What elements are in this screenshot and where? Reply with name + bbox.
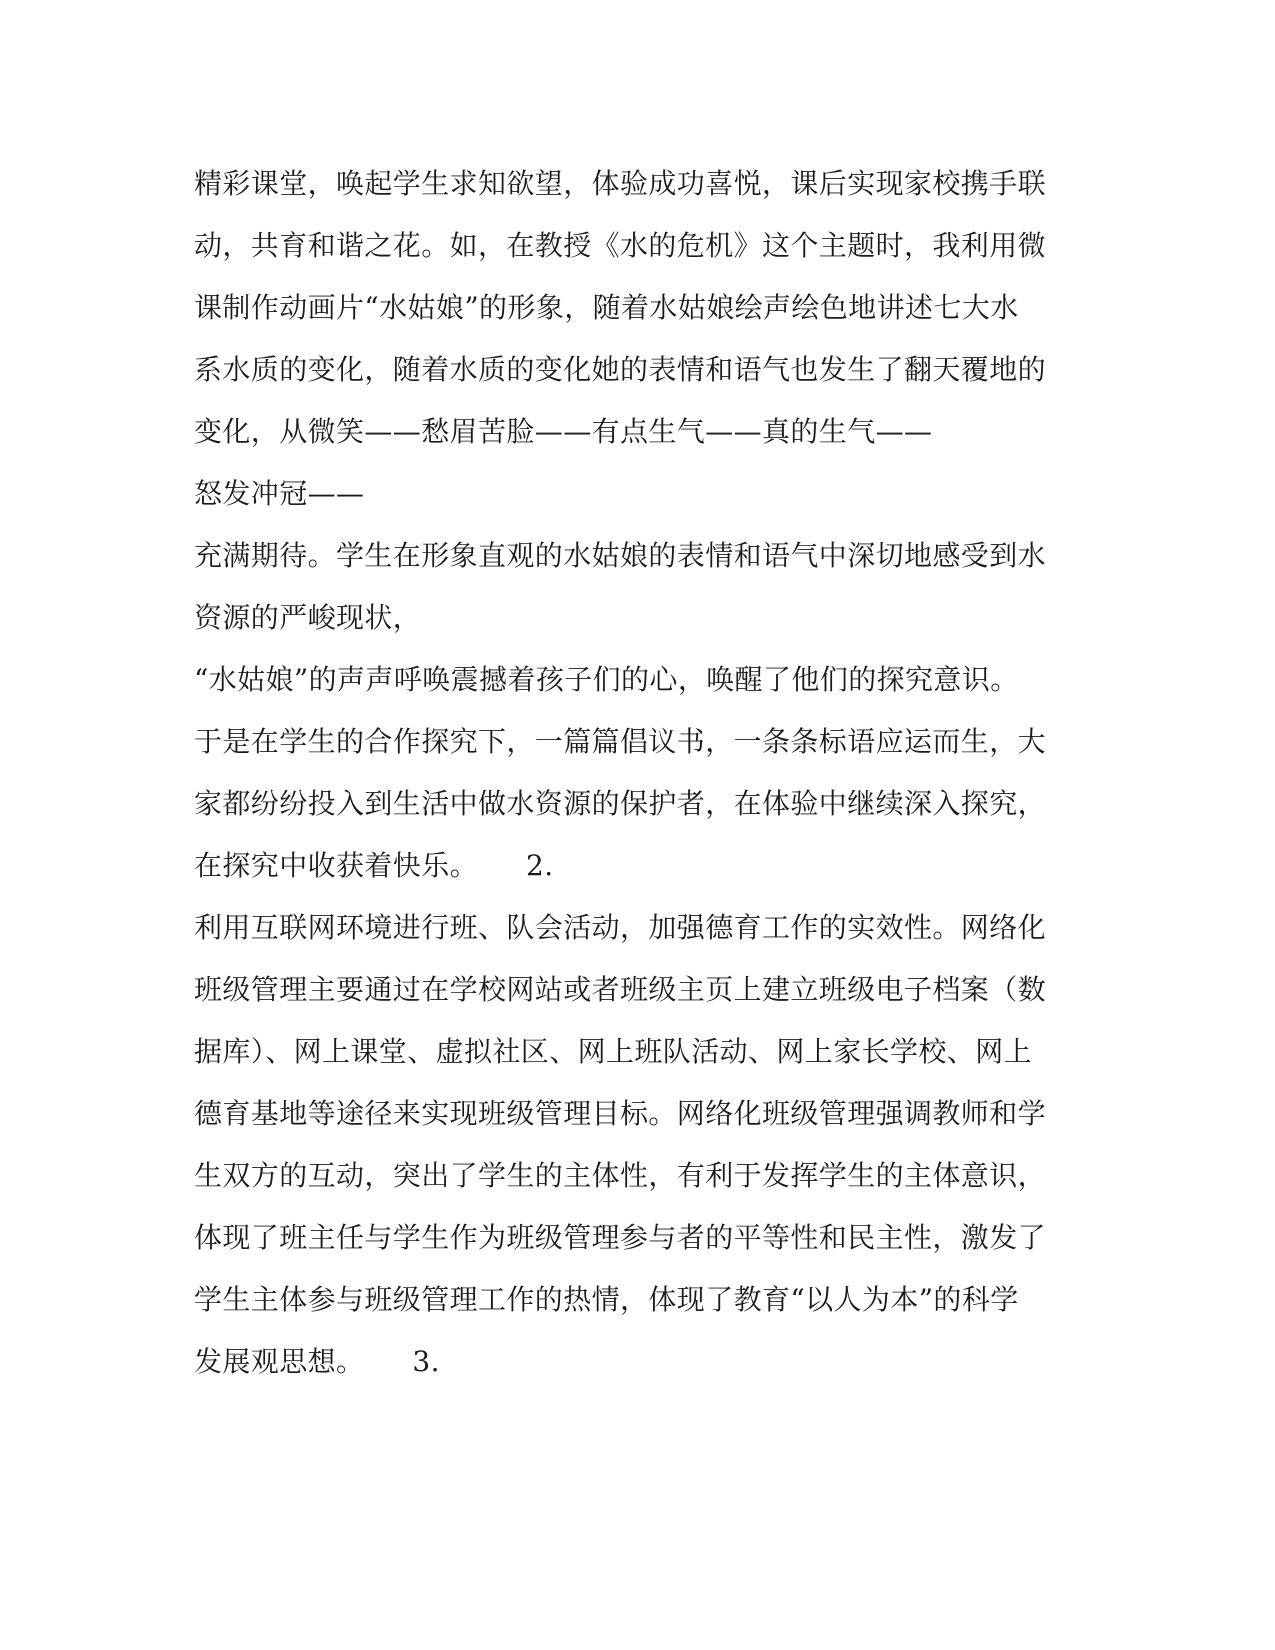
text-line: 家都纷纷投入到生活中做水资源的保护者，在体验中继续深入探究，	[194, 787, 1047, 820]
list-number: 3.	[412, 1345, 440, 1378]
text-line: 在探究中收获着快乐。 2.	[194, 849, 554, 882]
text-line: “水姑娘”的声声呼唤震撼着孩子们的心，唤醒了他们的探究意识。	[194, 663, 1019, 696]
text-line: 发展观思想。 3.	[194, 1345, 440, 1378]
text-line: 资源的严峻现状，	[194, 601, 422, 634]
text-line: 班级管理主要通过在学校网站或者班级主页上建立班级电子档案（数	[194, 973, 1047, 1006]
text-line: 德育基地等途径来实现班级管理目标。网络化班级管理强调教师和学	[194, 1097, 1047, 1130]
text-line: 变化，从微笑——愁眉苦脸——有点生气——真的生气——	[194, 415, 933, 448]
text-line: 精彩课堂，唤起学生求知欲望，体验成功喜悦，课后实现家校携手联	[194, 167, 1047, 200]
text-line: 充满期待。学生在形象直观的水姑娘的表情和语气中深切地感受到水	[194, 539, 1047, 572]
text-line: 学生主体参与班级管理工作的热情，体现了教育“以人为本”的科学	[194, 1283, 1019, 1316]
list-number: 2.	[526, 849, 554, 882]
text-line: 怒发冲冠——	[194, 477, 365, 510]
text-line: 系水质的变化，随着水质的变化她的表情和语气也发生了翻天覆地的	[194, 353, 1047, 386]
text-line: 动，共育和谐之花。如，在教授《水的危机》这个主题时，我利用微	[194, 229, 1047, 262]
text-line: 课制作动画片“水姑娘”的形象，随着水姑娘绘声绘色地讲述七大水	[194, 291, 1019, 324]
text-line: 生双方的互动，突出了学生的主体性，有利于发挥学生的主体意识，	[194, 1159, 1047, 1192]
text-line: 利用互联网环境进行班、队会活动，加强德育工作的实效性。网络化	[194, 911, 1047, 944]
text-line: 体现了班主任与学生作为班级管理参与者的平等性和民主性，激发了	[194, 1221, 1047, 1254]
text-line: 据库）、网上课堂、虚拟社区、网上班队活动、网上家长学校、网上	[194, 1035, 1033, 1068]
text-line: 于是在学生的合作探究下，一篇篇倡议书，一条条标语应运而生，大	[194, 725, 1047, 758]
